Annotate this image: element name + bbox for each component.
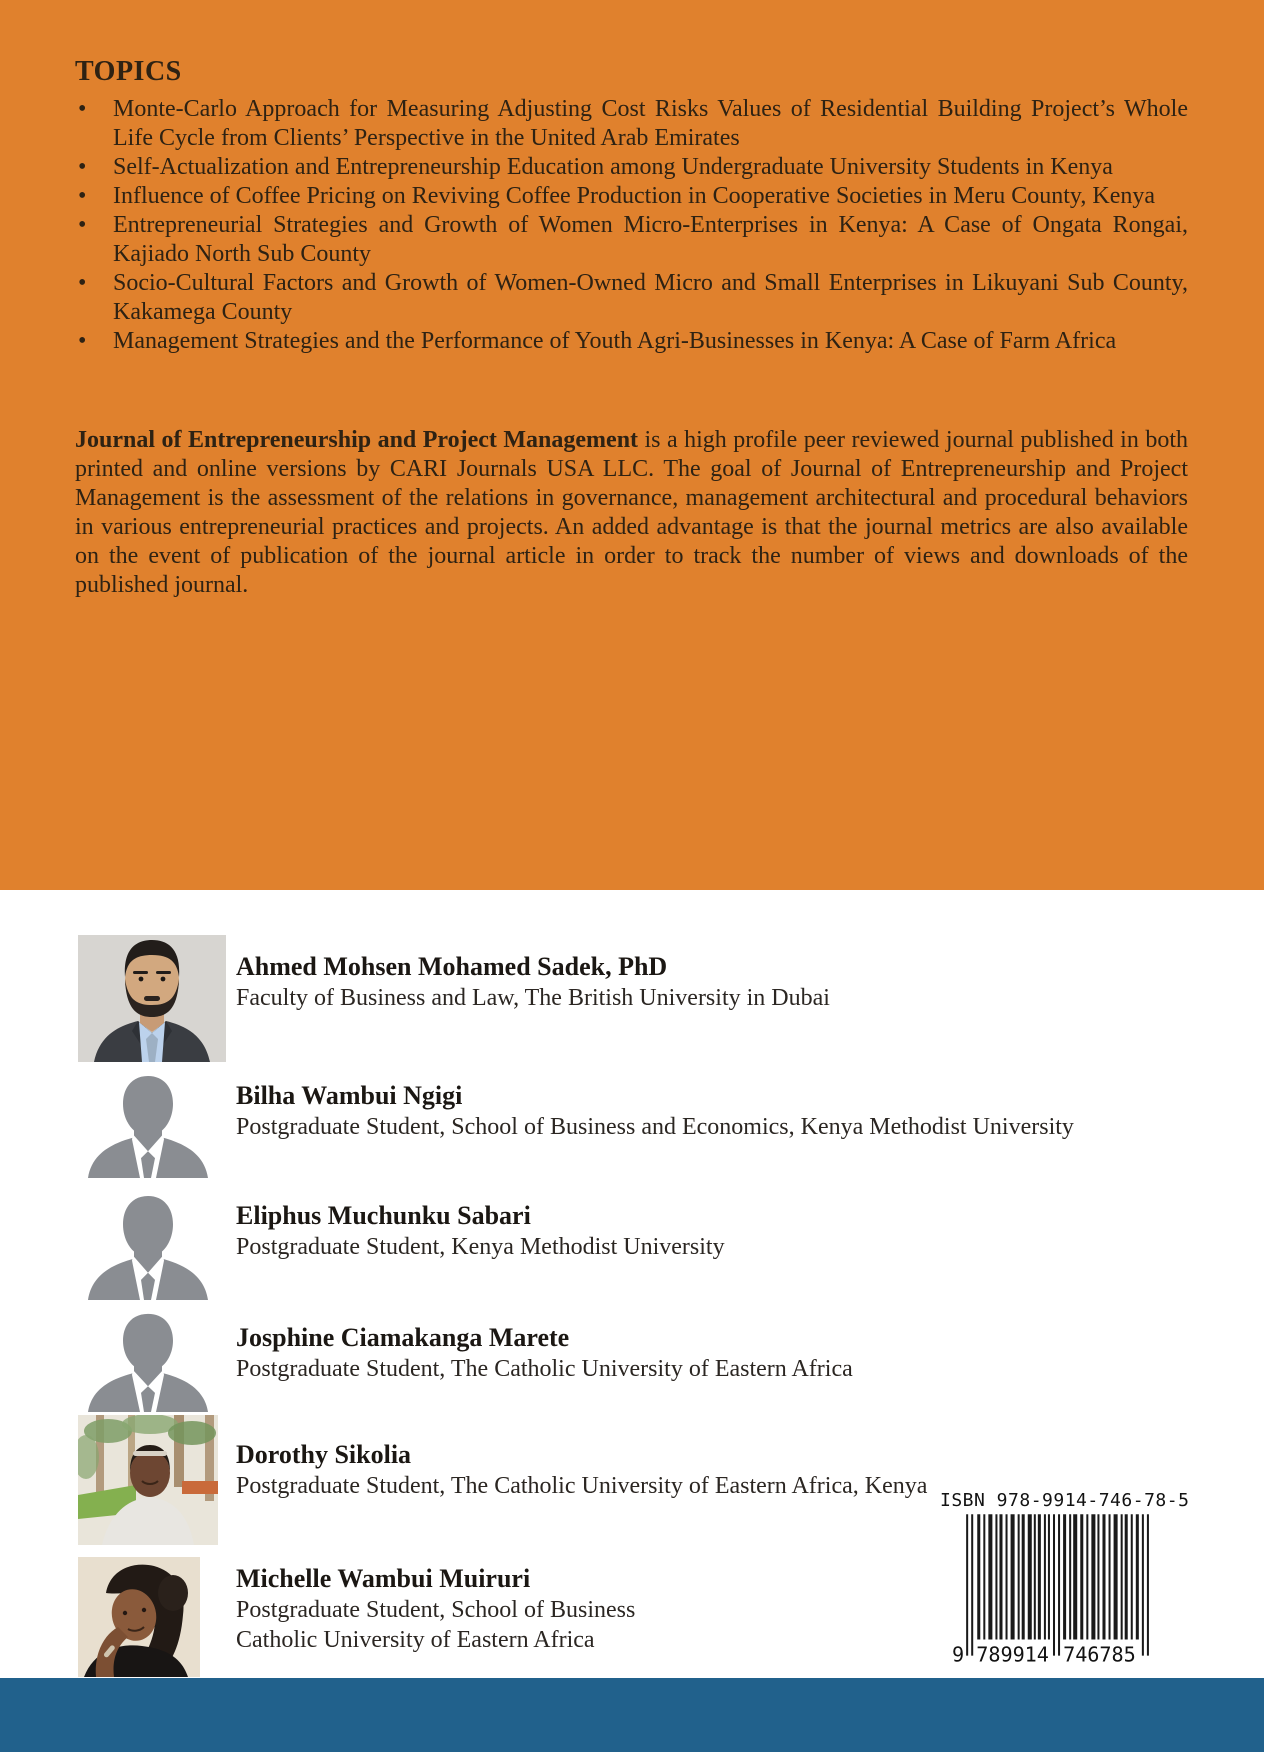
author-name: Dorothy Sikolia [236,1440,412,1469]
author-photo [78,1415,218,1545]
author-affiliation: Faculty of Business and Law, The British University in Dubai [236,985,830,1011]
author-name: Michelle Wambui Muiruri [236,1564,531,1593]
author-name: Josphine Ciamakanga Marete [236,1323,570,1352]
author-info [236,1200,725,1262]
barcode [952,1514,1156,1665]
topic-item: • Entrepreneurial Strategies and Growth of Women Micro-Enterprises in Kenya: A Case of Ongata Rongai, Kajiado North Sub County [75,211,1188,269]
author-affiliation-line2: Catholic University of Eastern Africa [236,1627,595,1653]
author-name: Eliphus Muchunku Sabari [236,1201,531,1230]
barcode-digits [952,1643,1136,1665]
author-info [236,1322,853,1384]
topic-item: • Management Strategies and the Performance of Youth Agri-Businesses in Kenya: A Case of Farm Africa [75,327,1188,356]
author-name: Ahmed Mohsen Mohamed Sadek, PhD [236,952,668,981]
author-affiliation: Postgraduate Student, The Catholic University of Eastern Africa, Kenya [236,1473,928,1499]
author-affiliation: Postgraduate Student, School of Business [236,1597,636,1623]
author-affiliation: Postgraduate Student, The Catholic University of Eastern Africa [236,1356,853,1382]
person-silhouette-icon [78,1072,218,1178]
person-silhouette-icon [78,1192,218,1300]
footer-bar [0,1678,1264,1752]
journal-name: Journal of Entrepreneurship and Project Management [75,427,639,453]
person-silhouette-icon [78,1310,218,1412]
isbn-number: ISBN 978-9914-746-78-5 [940,1490,1190,1511]
author-photo-placeholder [78,1072,218,1178]
man-portrait-photo [78,935,226,1062]
author-affiliation: Postgraduate Student, School of Business and Economics, Kenya Methodist University [236,1114,1074,1140]
author-photo [78,1557,200,1677]
author-affiliation: Postgraduate Student, Kenya Methodist University [236,1234,725,1260]
topic-item: • Monte-Carlo Approach for Measuring Adjusting Cost Risks Values of Residential Building Project’s Whole Life Cycle from Clients’ Perspective in the United Arab Emirates [75,95,1188,153]
author-photo [78,935,226,1062]
author-info [236,951,830,1013]
barcode-digit-left: 9 [952,1642,965,1665]
isbn-block [940,1490,1190,1670]
author-name: Bilha Wambui Ngigi [236,1081,463,1110]
woman-portrait-photo [78,1557,200,1677]
author-info [236,1563,635,1655]
author-info [236,1439,927,1501]
topics-heading: TOPICS [75,56,182,87]
barcode-digits-group2: 746785 [1063,1642,1136,1665]
journal-description-text: is a high profile peer reviewed journal published in both printed and online versions by CARI Journals USA LLC. The goal of Journal of Entrepreneurship and Project Management is the assessment of the relations in governance, management architectural and procedural behaviors in various entrepreneurial practices and projects. An added advantage is that the journal metrics are also available on the event of publication of the journal article in order to track the number of views and downloads of the published journal. [75,427,1188,598]
author-photo-placeholder [78,1310,218,1412]
barcode-digits-group1: 789914 [976,1642,1049,1665]
topic-item: • Influence of Coffee Pricing on Reviving Coffee Production in Cooperative Societies in Meru County, Kenya [75,182,1188,211]
topic-item: • Self-Actualization and Entrepreneurship Education among Undergraduate University Students in Kenya [75,153,1188,182]
author-info [236,1080,1074,1142]
outdoor-portrait-photo [78,1415,218,1545]
topic-item: • Socio-Cultural Factors and Growth of Women-Owned Micro and Small Enterprises in Likuyani Sub County, Kakamega County [75,269,1188,327]
author-photo-placeholder [78,1192,218,1300]
